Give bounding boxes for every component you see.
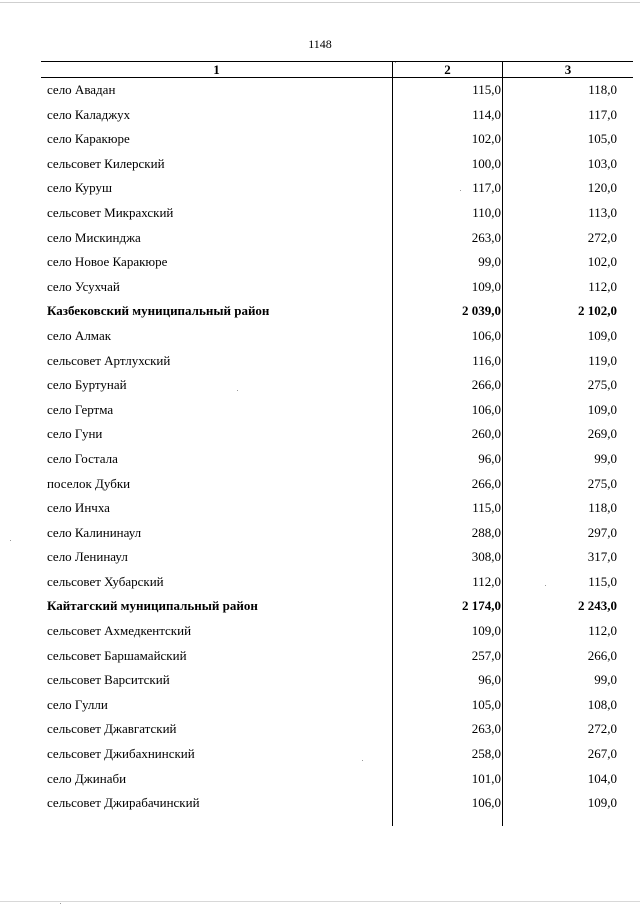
- row-value-col-3: 317,0: [502, 545, 633, 570]
- row-value-col-2: 2 174,0: [392, 594, 502, 619]
- table-row: [41, 742, 633, 767]
- row-value-col-3: 117,0: [502, 103, 633, 128]
- row-name: сельсовет Ахмедкентский: [47, 623, 192, 639]
- row-value-col-3: 275,0: [502, 472, 633, 497]
- row-name: село Буртунай: [47, 377, 127, 393]
- row-value-col-2: 106,0: [392, 791, 502, 816]
- row-value-col-2: 116,0: [392, 349, 502, 374]
- row-value-col-2: 100,0: [392, 152, 502, 177]
- page-number: 1148: [308, 37, 332, 51]
- table-row: [41, 324, 633, 349]
- row-value-col-3: 112,0: [502, 275, 633, 300]
- row-value-col-3: 99,0: [502, 447, 633, 472]
- row-value-col-3: 272,0: [502, 226, 633, 251]
- row-value-col-3: 120,0: [502, 176, 633, 201]
- row-value-col-2: 2 039,0: [392, 299, 502, 324]
- table-row: [41, 644, 633, 669]
- row-value-col-2: 260,0: [392, 422, 502, 447]
- scan-speck: [10, 540, 11, 541]
- scan-speck: [545, 585, 546, 586]
- table-row: [41, 717, 633, 742]
- row-value-col-2: 114,0: [392, 103, 502, 128]
- table-row: [41, 398, 633, 423]
- row-value-col-2: 99,0: [392, 250, 502, 275]
- row-name: сельсовет Варситский: [47, 672, 170, 688]
- table-row: [41, 275, 633, 300]
- table-row: [41, 570, 633, 595]
- row-value-col-2: 109,0: [392, 275, 502, 300]
- table-tail: [41, 816, 633, 826]
- row-name: село Усухчай: [47, 278, 120, 294]
- scan-speck: [60, 903, 61, 904]
- table-row: [41, 250, 633, 275]
- row-name: село Алмак: [47, 327, 112, 343]
- row-name: село Ленинаул: [47, 549, 128, 565]
- row-value-col-3: 112,0: [502, 619, 633, 644]
- row-name: Кайтагский муниципальный район: [47, 598, 258, 614]
- scan-speck: [362, 760, 363, 761]
- row-name: село Гуни: [47, 426, 103, 442]
- row-name: село Гостала: [47, 450, 118, 466]
- row-name: село Гертма: [47, 401, 114, 417]
- table-row: [41, 103, 633, 128]
- row-value-col-3: 267,0: [502, 742, 633, 767]
- table-body: [41, 78, 633, 816]
- district-total-row: [41, 594, 633, 619]
- row-value-col-3: 102,0: [502, 250, 633, 275]
- row-value-col-2: 257,0: [392, 644, 502, 669]
- row-name: сельсовет Микрахский: [47, 204, 174, 220]
- table-row: [41, 521, 633, 546]
- row-value-col-2: 102,0: [392, 127, 502, 152]
- row-value-col-2: 263,0: [392, 717, 502, 742]
- row-value-col-3: 266,0: [502, 644, 633, 669]
- table-row: [41, 693, 633, 718]
- scan-speck: [460, 190, 461, 191]
- row-value-col-2: 258,0: [392, 742, 502, 767]
- row-value-col-2: 96,0: [392, 668, 502, 693]
- table-row: [41, 422, 633, 447]
- row-value-col-2: 308,0: [392, 545, 502, 570]
- scan-speck: [395, 62, 396, 63]
- table-row: [41, 496, 633, 521]
- row-value-col-3: 109,0: [502, 324, 633, 349]
- row-value-col-3: 105,0: [502, 127, 633, 152]
- row-value-col-3: 272,0: [502, 717, 633, 742]
- row-value-col-2: 288,0: [392, 521, 502, 546]
- row-value-col-3: 99,0: [502, 668, 633, 693]
- row-name: село Куруш: [47, 180, 112, 196]
- table-header: [41, 61, 633, 78]
- row-name: село Гулли: [47, 696, 108, 712]
- table-row: [41, 668, 633, 693]
- row-value-col-3: 109,0: [502, 791, 633, 816]
- table-row: [41, 349, 633, 374]
- row-name: село Авадан: [47, 82, 116, 97]
- row-value-col-2: 263,0: [392, 226, 502, 251]
- row-value-col-3: 269,0: [502, 422, 633, 447]
- row-value-col-2: 105,0: [392, 693, 502, 718]
- table-row: [41, 472, 633, 497]
- table-row: [41, 226, 633, 251]
- row-name: сельсовет Джавгатский: [47, 721, 177, 737]
- row-name: село Инчха: [47, 500, 110, 516]
- header-col-2: 2: [392, 62, 502, 77]
- row-value-col-3: 2 243,0: [502, 594, 633, 619]
- table-row: [41, 201, 633, 226]
- row-name: село Джинаби: [47, 770, 127, 786]
- row-value-col-3: 118,0: [502, 496, 633, 521]
- row-value-col-3: 104,0: [502, 767, 633, 792]
- row-name: сельсовет Килерский: [47, 155, 165, 171]
- table-row: [41, 152, 633, 177]
- row-value-col-3: 297,0: [502, 521, 633, 546]
- row-value-col-3: 118,0: [502, 78, 633, 103]
- scan-bottom-edge: [0, 901, 640, 902]
- row-value-col-2: 117,0: [392, 176, 502, 201]
- table-row: [41, 767, 633, 792]
- scan-speck: [237, 390, 238, 391]
- header-col-3: 3: [502, 62, 633, 77]
- row-value-col-3: 108,0: [502, 693, 633, 718]
- row-value-col-2: 106,0: [392, 398, 502, 423]
- row-value-col-2: 112,0: [392, 570, 502, 595]
- row-value-col-3: 109,0: [502, 398, 633, 423]
- row-name: село Новое Каракюре: [47, 254, 168, 270]
- table-row: [41, 619, 633, 644]
- header-col-1: 1: [213, 62, 220, 77]
- row-value-col-2: 106,0: [392, 324, 502, 349]
- row-value-col-3: 275,0: [502, 373, 633, 398]
- scan-top-edge: [0, 2, 640, 3]
- table-row: [41, 127, 633, 152]
- row-name: сельсовет Джирабачинский: [47, 795, 200, 811]
- table-row: [41, 176, 633, 201]
- table-row: [41, 447, 633, 472]
- data-table: [41, 61, 633, 826]
- row-value-col-3: 103,0: [502, 152, 633, 177]
- row-value-col-2: 266,0: [392, 472, 502, 497]
- row-name: село Мискинджа: [47, 229, 141, 245]
- row-name: сельсовет Хубарский: [47, 573, 164, 589]
- row-value-col-3: 2 102,0: [502, 299, 633, 324]
- row-value-col-2: 96,0: [392, 447, 502, 472]
- row-name: поселок Дубки: [47, 475, 131, 491]
- row-name: сельсовет Джибахнинский: [47, 746, 195, 762]
- row-name: село Каракюре: [47, 131, 130, 147]
- row-value-col-3: 119,0: [502, 349, 633, 374]
- row-name: сельсовет Артлухский: [47, 352, 171, 368]
- row-value-col-2: 115,0: [392, 496, 502, 521]
- row-value-col-2: 101,0: [392, 767, 502, 792]
- row-value-col-3: 113,0: [502, 201, 633, 226]
- table-row: [41, 373, 633, 398]
- row-name: село Калининаул: [47, 524, 142, 540]
- row-value-col-3: 115,0: [502, 570, 633, 595]
- table-row: [41, 545, 633, 570]
- table-row: [41, 78, 633, 103]
- table-row: [41, 791, 633, 816]
- row-name: село Каладжух: [47, 106, 131, 122]
- district-total-row: [41, 299, 633, 324]
- row-value-col-2: 115,0: [392, 78, 502, 103]
- row-value-col-2: 266,0: [392, 373, 502, 398]
- row-value-col-2: 109,0: [392, 619, 502, 644]
- row-value-col-2: 110,0: [392, 201, 502, 226]
- row-name: сельсовет Баршамайский: [47, 647, 187, 663]
- row-name: Казбековский муниципальный район: [47, 303, 270, 319]
